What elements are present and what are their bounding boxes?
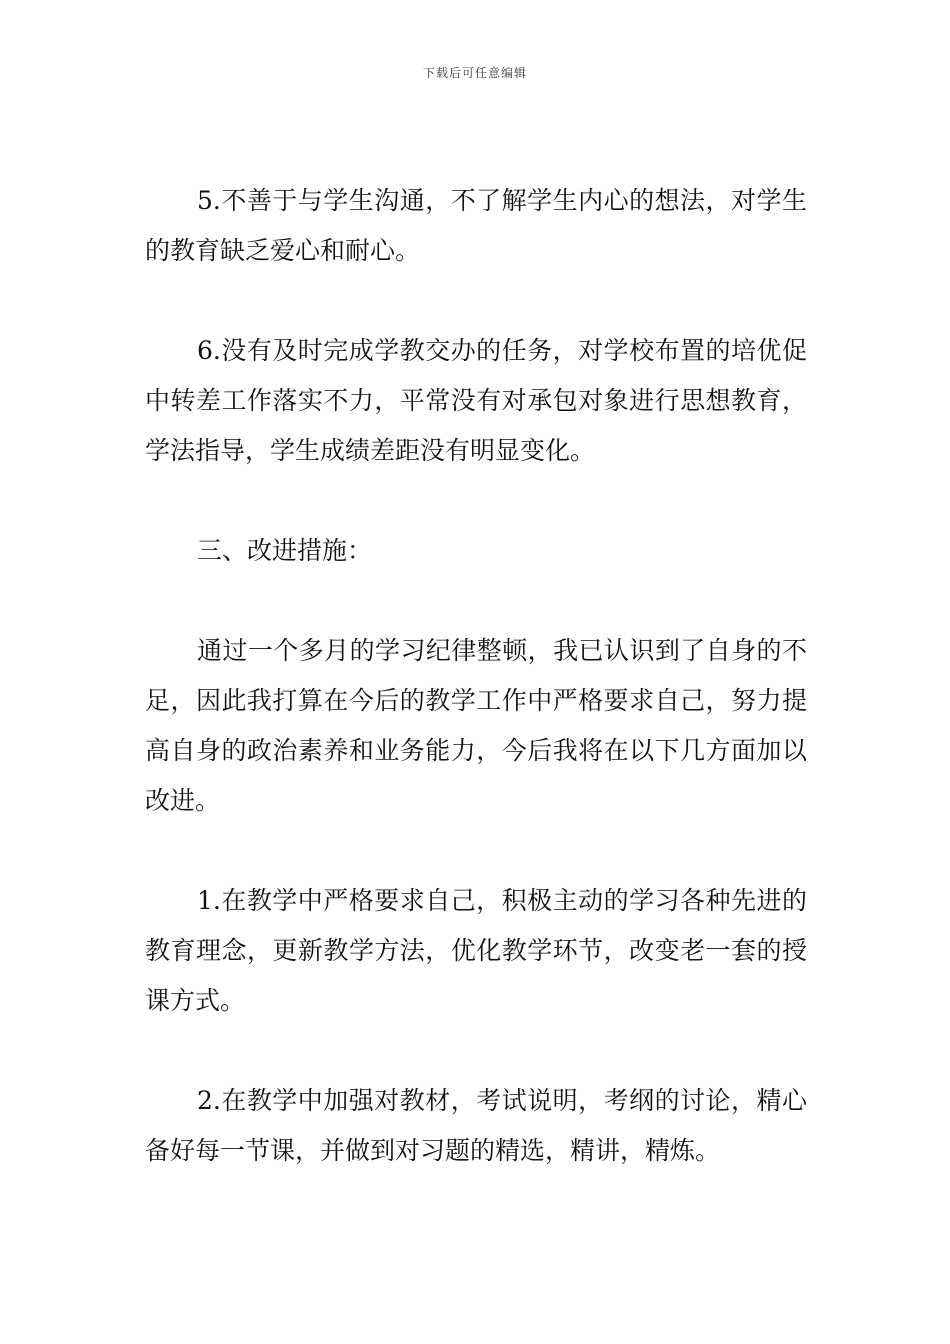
section-heading-improvement: 三、改进措施： <box>197 536 373 565</box>
paragraph-measure-1: 1.在教学中严格要求自己，积极主动的学习各种先进的教育理念，更新教学方法，优化教学环节，改变老一套的授课方式。 <box>145 886 807 1015</box>
page-header: 下载后可任意编辑 <box>422 66 527 80</box>
paragraph-intro: 通过一个多月的学习纪律整顿，我已认识到了自身的不足，因此我打算在今后的教学工作中严格要求自己，努力提高自身的政治素养和业务能力，今后我将在以下几方面加以改进。 <box>145 636 807 815</box>
document-body <box>145 176 807 1226</box>
paragraph-item-6: 6.没有及时完成学教交办的任务，对学校布置的培优促中转差工作落实不力，平常没有对承包对象进行思想教育，学法指导，学生成绩差距没有明显变化。 <box>145 336 807 465</box>
paragraph-item-5: 5.不善于与学生沟通，不了解学生内心的想法，对学生的教育缺乏爱心和耐心。 <box>145 186 807 265</box>
paragraph-measure-2: 2.在教学中加强对教材，考试说明，考纲的讨论，精心备好每一节课，并做到对习题的精选，精讲，精炼。 <box>145 1086 807 1165</box>
